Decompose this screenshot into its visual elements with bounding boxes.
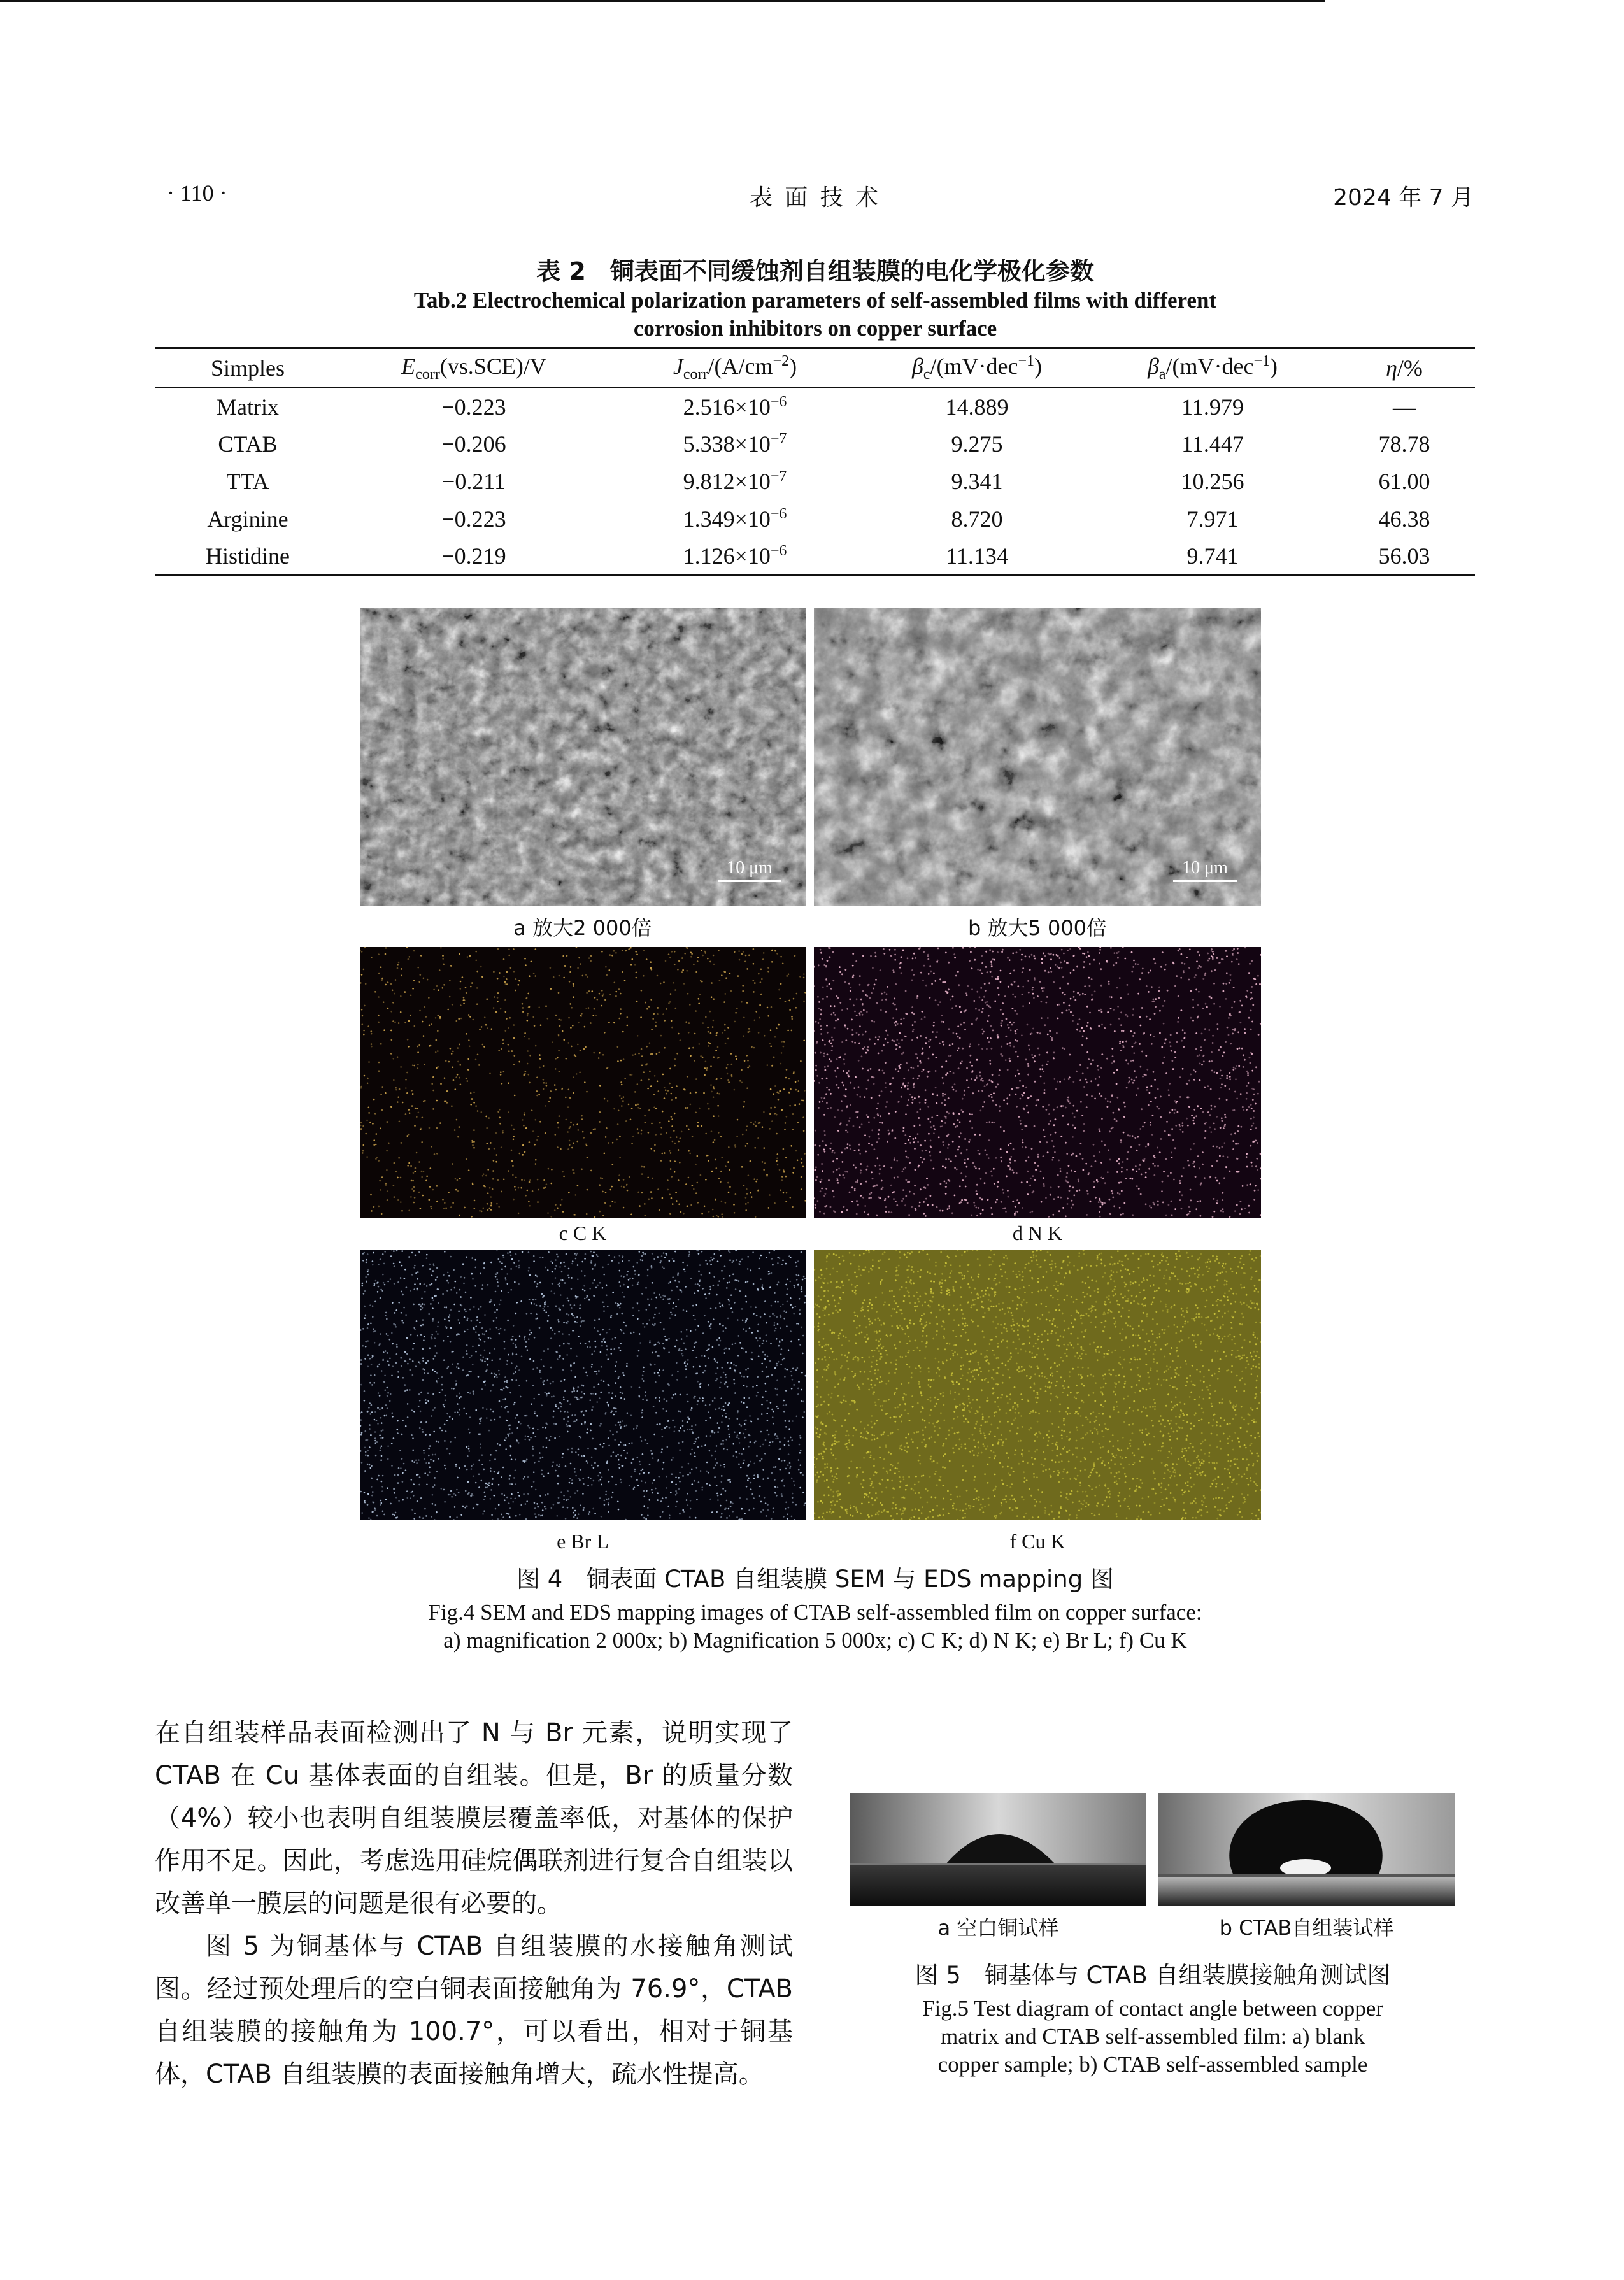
eds-dots-c <box>360 947 806 1218</box>
subcaption-e: e Br L <box>557 1530 609 1553</box>
contact-angle-drop-b <box>1158 1793 1455 1906</box>
table-caption-zh: 表 2 铜表面不同缓蚀剂自组装膜的电化学极化参数 <box>536 257 1094 285</box>
figure4-caption-en-line1: Fig.4 SEM and EDS mapping images of CTAB self-assembled film on copper surface: <box>428 1600 1202 1625</box>
figure5-caption-en <box>850 1995 1455 2079</box>
cell-sample: TTA <box>226 469 269 494</box>
cell-jcorr: $2.516\times 10^{-6}$ <box>683 393 787 420</box>
figure5-caption-zh: 图 5 铜基体与 CTAB 自组装膜接触角测试图 <box>915 1962 1391 1989</box>
cell-eta: 61.00 <box>1378 469 1430 494</box>
table-row <box>155 538 1475 576</box>
contact-angle-drop-a <box>850 1793 1146 1906</box>
cell-beta-a: 7.971 <box>1186 506 1239 532</box>
cell-ecorr: −0.223 <box>441 506 506 532</box>
eds-map-c <box>360 947 806 1218</box>
figure5-caption-en-line3: copper sample; b) CTAB self-assembled sample <box>937 2052 1368 2077</box>
cell-eta: 46.38 <box>1378 506 1430 532</box>
eds-map-cu <box>814 1250 1261 1520</box>
fig5-subcaption-b: b CTAB自组装试样 <box>1219 1916 1394 1940</box>
eds-dots-cu <box>814 1250 1261 1520</box>
cell-ecorr: −0.223 <box>441 394 506 420</box>
eds-dots-n <box>814 947 1261 1218</box>
col-header-beta-a: $\beta_a/(mV\cdot dec^{-1})$ <box>1092 348 1334 388</box>
page-number: · 110 · <box>167 180 227 206</box>
col-header-ecorr: $E_{corr}(vs.SCE)/V$ <box>340 348 608 388</box>
contact-angle-image-blank <box>850 1793 1146 1906</box>
body-paragraph-1: 在自组装样品表面检测出了 N 与 Br 元素，说明实现了 CTAB 在 Cu 基体表面的自组装。但是，Br 的质量分数（4%）较小也表明自组装膜层覆盖率低，对基体的保护作用不足。因此，考虑选用硅烷偶联剂进行复合自组装以改善单一膜层的问题是很有必要的。 <box>155 1718 793 1918</box>
subcaption-a: a 放大2 000倍 <box>513 916 652 940</box>
table-caption-en-line1: Tab.2 Electrochemical polarization parameters of self-assembled films with different <box>413 288 1217 313</box>
cell-ecorr: −0.219 <box>340 538 608 576</box>
cell-jcorr: $9.812\times 10^{-7}$ <box>683 468 787 494</box>
cell-jcorr: $5.338\times 10^{-7}$ <box>683 431 787 457</box>
sem-image-2000x <box>360 608 806 906</box>
cell-beta-c: 9.275 <box>951 431 1003 457</box>
eds-map-br <box>360 1250 806 1520</box>
figure4-caption-en <box>153 1599 1478 1655</box>
table-row <box>155 463 1475 501</box>
subcaption-f: f Cu K <box>1009 1530 1065 1553</box>
cell-jcorr: $1.126\times 10^{-6}$ <box>608 538 862 576</box>
table-caption-en-line2: corrosion inhibitors on copper surface <box>633 316 997 341</box>
table-header-row <box>155 348 1475 388</box>
cell-sample: Matrix <box>217 394 279 420</box>
scale-bar: 10 μm <box>1173 858 1237 882</box>
journal-name: 表 面 技 术 <box>749 185 881 211</box>
body-paragraph-2: 图 5 为铜基体与 CTAB 自组装膜的水接触角测试图。经过预处理后的空白铜表面接触角为 76.9°，CTAB 自组装膜的接触角为 100.7°，可以看出，相对于铜基体，CTAB 自组装膜的表面接触角增大，疏水性提高。 <box>155 1932 793 2089</box>
cell-beta-a: 10.256 <box>1181 469 1244 494</box>
figure4-caption-en-line2: a) magnification 2 000x; b) Magnification 5 000x; c) C K; d) N K; e) Br L; f) Cu K <box>443 1628 1187 1653</box>
subcaption-b: b 放大5 000倍 <box>967 916 1108 940</box>
scale-bar: 10 μm <box>718 858 781 882</box>
cell-beta-c: 14.889 <box>945 394 1009 420</box>
cell-ecorr: −0.206 <box>441 431 506 457</box>
figure5-caption-en-line1: Fig.5 Test diagram of contact angle between copper <box>922 1996 1383 2021</box>
cell-sample: CTAB <box>218 431 278 457</box>
table-row <box>155 501 1475 538</box>
cell-sample: Arginine <box>207 506 288 532</box>
body-text <box>155 1712 793 2096</box>
header-rule <box>0 0 1325 2</box>
table-row <box>155 388 1475 425</box>
cell-beta-c: 11.134 <box>862 538 1092 576</box>
eds-dots-br <box>360 1250 806 1520</box>
cell-eta: 56.03 <box>1334 538 1475 576</box>
subcaption-d: d N K <box>1012 1222 1063 1244</box>
col-header-eta: η/% <box>1334 348 1475 388</box>
figure4-caption-zh: 图 4 铜表面 CTAB 自组装膜 SEM 与 EDS mapping 图 <box>516 1565 1114 1593</box>
cell-beta-a: 9.741 <box>1092 538 1334 576</box>
subcaption-c: c C K <box>559 1222 607 1244</box>
col-header-jcorr: $J_{corr}/(A/cm^{-2})$ <box>608 348 862 388</box>
cell-ecorr: −0.211 <box>442 469 506 494</box>
cell-eta: 78.78 <box>1378 431 1430 457</box>
col-header-beta-c: $\beta_c/(mV\cdot dec^{-1})$ <box>862 348 1092 388</box>
polarization-table <box>155 347 1475 576</box>
col-header-samples: Simples <box>155 348 340 388</box>
contact-angle-image-ctab <box>1158 1793 1455 1906</box>
cell-jcorr: $1.349\times 10^{-6}$ <box>683 506 787 532</box>
table-row <box>155 425 1475 463</box>
cell-beta-a: 11.447 <box>1181 431 1244 457</box>
cell-beta-c: 9.341 <box>951 469 1003 494</box>
cell-sample: Histidine <box>155 538 340 576</box>
figure5-caption-en-line2: matrix and CTAB self-assembled film: a) blank <box>941 2024 1365 2049</box>
cell-eta: — <box>1393 394 1416 420</box>
cell-beta-c: 8.720 <box>951 506 1003 532</box>
fig5-subcaption-a: a 空白铜试样 <box>937 1916 1059 1940</box>
issue-date: 2024 年 7 月 <box>1333 185 1474 211</box>
eds-map-n <box>814 947 1261 1218</box>
table-caption-en <box>153 287 1478 343</box>
sem-image-5000x <box>814 608 1261 906</box>
cell-beta-a: 11.979 <box>1181 394 1244 420</box>
